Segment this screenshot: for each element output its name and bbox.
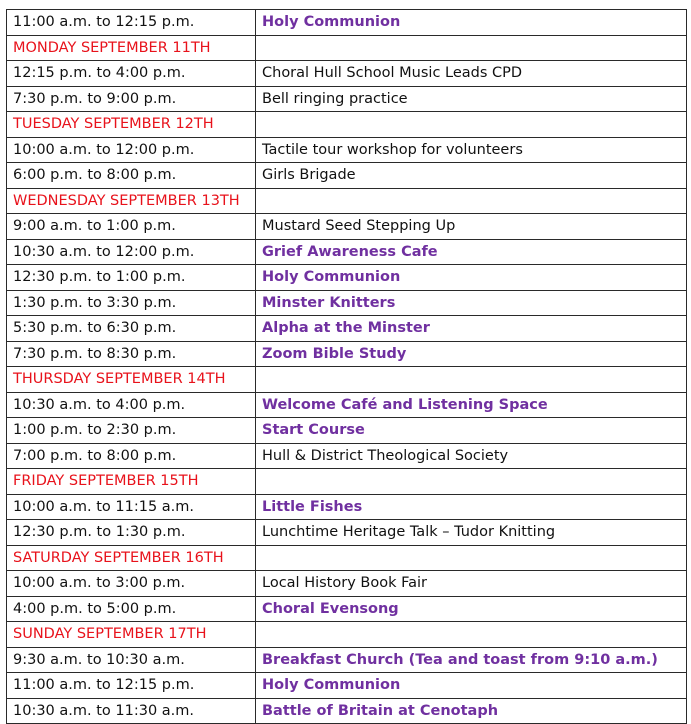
day-heading-row xyxy=(7,188,687,214)
event-time: 11:00 a.m. to 12:15 p.m. xyxy=(7,10,256,36)
schedule-body xyxy=(7,10,687,724)
event-name: Girls Brigade xyxy=(256,163,687,189)
event-name: Holy Communion xyxy=(256,673,687,699)
event-name: Start Course xyxy=(256,418,687,444)
day-heading: SUNDAY SEPTEMBER 17TH xyxy=(7,622,256,648)
event-row xyxy=(7,61,687,87)
event-name: Holy Communion xyxy=(256,265,687,291)
day-heading: MONDAY SEPTEMBER 11TH xyxy=(7,35,256,61)
event-time: 1:30 p.m. to 3:30 p.m. xyxy=(7,290,256,316)
empty-cell xyxy=(256,545,687,571)
day-heading-row xyxy=(7,622,687,648)
empty-cell xyxy=(256,188,687,214)
day-heading: WEDNESDAY SEPTEMBER 13TH xyxy=(7,188,256,214)
event-row xyxy=(7,418,687,444)
event-time: 7:00 p.m. to 8:00 p.m. xyxy=(7,443,256,469)
event-time: 10:00 a.m. to 11:15 a.m. xyxy=(7,494,256,520)
event-time: 9:30 a.m. to 10:30 a.m. xyxy=(7,647,256,673)
event-time: 4:00 p.m. to 5:00 p.m. xyxy=(7,596,256,622)
event-row xyxy=(7,596,687,622)
event-name: Breakfast Church (Tea and toast from 9:10 a.m.) xyxy=(256,647,687,673)
event-row xyxy=(7,163,687,189)
day-heading-row xyxy=(7,35,687,61)
event-name: Grief Awareness Cafe xyxy=(256,239,687,265)
event-name: Hull & District Theological Society xyxy=(256,443,687,469)
event-name: Zoom Bible Study xyxy=(256,341,687,367)
event-time: 10:30 a.m. to 12:00 p.m. xyxy=(7,239,256,265)
event-name: Choral Hull School Music Leads CPD xyxy=(256,61,687,87)
event-row xyxy=(7,647,687,673)
empty-cell xyxy=(256,469,687,495)
event-time: 10:00 a.m. to 3:00 p.m. xyxy=(7,571,256,597)
event-time: 1:00 p.m. to 2:30 p.m. xyxy=(7,418,256,444)
event-row xyxy=(7,214,687,240)
event-time: 7:30 p.m. to 8:30 p.m. xyxy=(7,341,256,367)
event-time: 6:00 p.m. to 8:00 p.m. xyxy=(7,163,256,189)
event-time: 12:30 p.m. to 1:30 p.m. xyxy=(7,520,256,546)
day-heading: SATURDAY SEPTEMBER 16TH xyxy=(7,545,256,571)
event-name: Holy Communion xyxy=(256,10,687,36)
event-row xyxy=(7,290,687,316)
event-name: Welcome Café and Listening Space xyxy=(256,392,687,418)
event-row xyxy=(7,10,687,36)
day-heading-row xyxy=(7,367,687,393)
empty-cell xyxy=(256,367,687,393)
event-row xyxy=(7,392,687,418)
empty-cell xyxy=(256,622,687,648)
day-heading: THURSDAY SEPTEMBER 14TH xyxy=(7,367,256,393)
event-name: Choral Evensong xyxy=(256,596,687,622)
event-name: Battle of Britain at Cenotaph xyxy=(256,698,687,724)
event-time: 10:30 a.m. to 4:00 p.m. xyxy=(7,392,256,418)
event-name: Mustard Seed Stepping Up xyxy=(256,214,687,240)
event-row xyxy=(7,571,687,597)
event-time: 10:00 a.m. to 12:00 p.m. xyxy=(7,137,256,163)
event-row xyxy=(7,520,687,546)
event-row xyxy=(7,265,687,291)
event-row xyxy=(7,86,687,112)
event-row xyxy=(7,494,687,520)
empty-cell xyxy=(256,35,687,61)
day-heading-row xyxy=(7,545,687,571)
event-row xyxy=(7,443,687,469)
day-heading-row xyxy=(7,112,687,138)
event-row xyxy=(7,341,687,367)
event-row xyxy=(7,316,687,342)
event-name: Tactile tour workshop for volunteers xyxy=(256,137,687,163)
event-row xyxy=(7,698,687,724)
event-row xyxy=(7,673,687,699)
event-name: Little Fishes xyxy=(256,494,687,520)
event-row xyxy=(7,137,687,163)
event-name: Alpha at the Minster xyxy=(256,316,687,342)
event-time: 12:15 p.m. to 4:00 p.m. xyxy=(7,61,256,87)
event-time: 7:30 p.m. to 9:00 p.m. xyxy=(7,86,256,112)
event-row xyxy=(7,239,687,265)
event-name: Minster Knitters xyxy=(256,290,687,316)
event-name: Lunchtime Heritage Talk – Tudor Knitting xyxy=(256,520,687,546)
event-name: Bell ringing practice xyxy=(256,86,687,112)
day-heading: TUESDAY SEPTEMBER 12TH xyxy=(7,112,256,138)
empty-cell xyxy=(256,112,687,138)
schedule-table xyxy=(6,9,687,724)
day-heading-row xyxy=(7,469,687,495)
event-name: Local History Book Fair xyxy=(256,571,687,597)
event-time: 12:30 p.m. to 1:00 p.m. xyxy=(7,265,256,291)
event-time: 9:00 a.m. to 1:00 p.m. xyxy=(7,214,256,240)
event-time: 10:30 a.m. to 11:30 a.m. xyxy=(7,698,256,724)
event-time: 5:30 p.m. to 6:30 p.m. xyxy=(7,316,256,342)
event-time: 11:00 a.m. to 12:15 p.m. xyxy=(7,673,256,699)
day-heading: FRIDAY SEPTEMBER 15TH xyxy=(7,469,256,495)
